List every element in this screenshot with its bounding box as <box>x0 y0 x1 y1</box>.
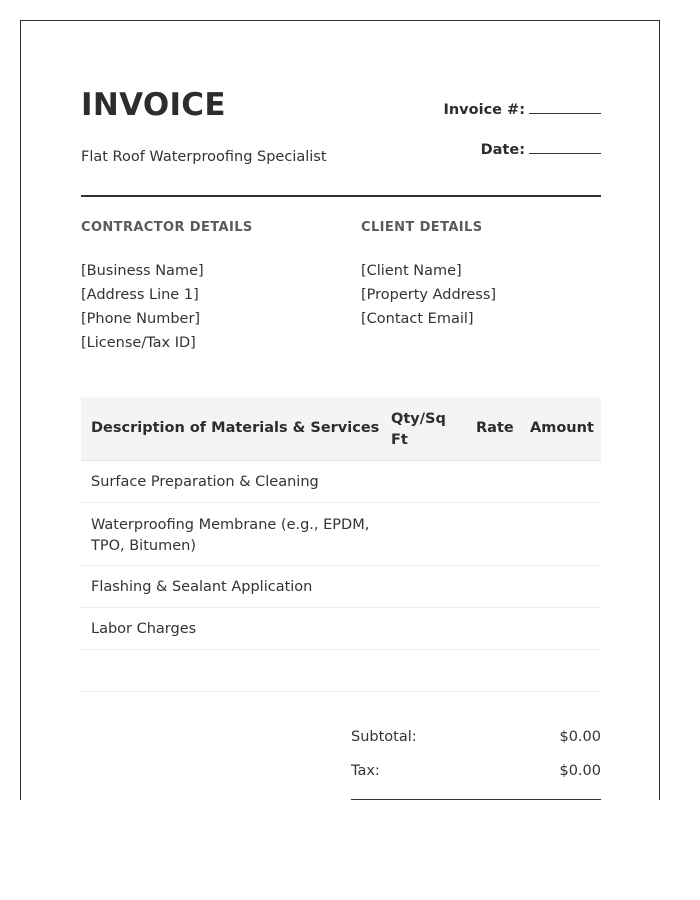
invoice-sheet <box>20 20 660 800</box>
row-description: Labor Charges <box>91 621 197 637</box>
totals-divider <box>351 799 601 800</box>
table-row <box>81 461 601 503</box>
contractor-phone: [Phone Number] <box>81 311 201 327</box>
header-amount: Amount <box>530 420 594 436</box>
contractor-heading: CONTRACTOR DETAILS <box>81 220 253 235</box>
tax-line <box>351 763 601 797</box>
invoice-date-field <box>481 141 601 158</box>
row-description: Waterproofing Membrane (e.g., EPDM, TPO, Bitumen) <box>91 517 370 554</box>
line-items-table <box>81 397 601 692</box>
invoice-date-blank[interactable] <box>529 141 601 154</box>
row-description: Flashing & Sealant Application <box>91 579 313 595</box>
tax-label: Tax: <box>351 763 380 779</box>
row-description: Surface Preparation & Cleaning <box>91 474 319 490</box>
contractor-details <box>81 259 204 355</box>
client-email: [Contact Email] <box>361 311 474 327</box>
invoice-subtitle: Flat Roof Waterproofing Specialist <box>81 149 327 165</box>
table-row <box>81 503 601 566</box>
contractor-business-name: [Business Name] <box>81 263 204 279</box>
client-address: [Property Address] <box>361 287 497 303</box>
invoice-date-label: Date: <box>480 142 525 158</box>
subtotal-line <box>351 729 601 763</box>
tax-value: $0.00 <box>559 763 601 779</box>
contractor-address: [Address Line 1] <box>81 287 199 303</box>
client-heading: CLIENT DETAILS <box>361 220 483 235</box>
table-row-empty <box>81 650 601 692</box>
client-details <box>361 259 496 331</box>
header-description: Description of Materials & Services <box>91 420 380 436</box>
invoice-title: INVOICE <box>81 87 226 123</box>
client-name: [Client Name] <box>361 263 462 279</box>
invoice-number-blank[interactable] <box>529 101 601 114</box>
subtotal-value: $0.00 <box>559 729 601 745</box>
subtotal-label: Subtotal: <box>351 729 417 745</box>
contractor-license: [License/Tax ID] <box>81 335 196 351</box>
invoice-number-label: Invoice #: <box>443 102 525 118</box>
header-rate: Rate <box>476 420 514 436</box>
header-qty: Qty/Sq Ft <box>391 411 446 448</box>
totals-block <box>351 729 601 797</box>
table-header <box>81 397 601 461</box>
table-row <box>81 566 601 608</box>
invoice-number-field <box>443 101 601 118</box>
header-divider <box>81 195 601 197</box>
table-row <box>81 608 601 650</box>
